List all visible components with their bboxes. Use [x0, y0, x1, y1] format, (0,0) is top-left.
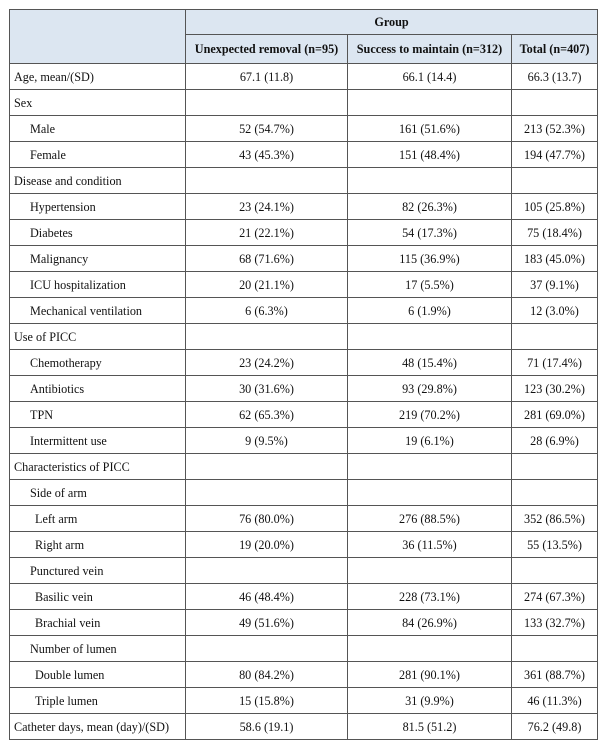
- cell-value: [348, 480, 512, 506]
- row-label: Double lumen: [10, 662, 186, 688]
- row-label: Right arm: [10, 532, 186, 558]
- table-row: [10, 428, 598, 454]
- cell-value: 183 (45.0%): [512, 246, 598, 272]
- cell-value: 281 (69.0%): [512, 402, 598, 428]
- row-label: Age, mean/(SD): [10, 64, 186, 90]
- cell-value: [186, 636, 348, 662]
- cell-value: 19 (6.1%): [348, 428, 512, 454]
- table-row: [10, 454, 598, 480]
- row-label: Disease and condition: [10, 168, 186, 194]
- cell-value: 219 (70.2%): [348, 402, 512, 428]
- cell-value: 133 (32.7%): [512, 610, 598, 636]
- cell-value: [186, 480, 348, 506]
- cell-value: 20 (21.1%): [186, 272, 348, 298]
- row-label: Intermittent use: [10, 428, 186, 454]
- cell-value: 68 (71.6%): [186, 246, 348, 272]
- table-row: [10, 636, 598, 662]
- row-label: Number of lumen: [10, 636, 186, 662]
- cell-value: 123 (30.2%): [512, 376, 598, 402]
- cell-value: 62 (65.3%): [186, 402, 348, 428]
- cell-value: [348, 636, 512, 662]
- table-row: [10, 376, 598, 402]
- table-row: [10, 142, 598, 168]
- cell-value: 17 (5.5%): [348, 272, 512, 298]
- cell-value: 66.1 (14.4): [348, 64, 512, 90]
- cell-value: 67.1 (11.8): [186, 64, 348, 90]
- table-row: [10, 506, 598, 532]
- cell-value: 276 (88.5%): [348, 506, 512, 532]
- row-label: Punctured vein: [10, 558, 186, 584]
- table-body: [10, 64, 598, 740]
- row-label: Hypertension: [10, 194, 186, 220]
- row-label: Basilic vein: [10, 584, 186, 610]
- table-row: [10, 350, 598, 376]
- cell-value: 31 (9.9%): [348, 688, 512, 714]
- cell-value: [186, 454, 348, 480]
- row-label: TPN: [10, 402, 186, 428]
- cell-value: 46 (48.4%): [186, 584, 348, 610]
- cell-value: 80 (84.2%): [186, 662, 348, 688]
- cell-value: 71 (17.4%): [512, 350, 598, 376]
- row-label: Side of arm: [10, 480, 186, 506]
- cell-value: 361 (88.7%): [512, 662, 598, 688]
- table-row: [10, 220, 598, 246]
- cell-value: 161 (51.6%): [348, 116, 512, 142]
- table-row: [10, 402, 598, 428]
- cell-value: [348, 90, 512, 116]
- cell-value: 281 (90.1%): [348, 662, 512, 688]
- cell-value: 58.6 (19.1): [186, 714, 348, 740]
- cell-value: [348, 454, 512, 480]
- cell-value: [186, 558, 348, 584]
- cell-value: 46 (11.3%): [512, 688, 598, 714]
- column-header-total: Total (n=407): [512, 35, 598, 64]
- row-label: Mechanical ventilation: [10, 298, 186, 324]
- row-label: Left arm: [10, 506, 186, 532]
- column-header-success-to-maintain: Success to maintain (n=312): [348, 35, 512, 64]
- cell-value: 54 (17.3%): [348, 220, 512, 246]
- cell-value: 75 (18.4%): [512, 220, 598, 246]
- cell-value: [512, 636, 598, 662]
- table-row: [10, 558, 598, 584]
- cell-value: 52 (54.7%): [186, 116, 348, 142]
- cell-value: 23 (24.2%): [186, 350, 348, 376]
- cell-value: 28 (6.9%): [512, 428, 598, 454]
- cell-value: 6 (6.3%): [186, 298, 348, 324]
- cell-value: [348, 558, 512, 584]
- cell-value: 84 (26.9%): [348, 610, 512, 636]
- cell-value: 352 (86.5%): [512, 506, 598, 532]
- cell-value: 48 (15.4%): [348, 350, 512, 376]
- row-label: Diabetes: [10, 220, 186, 246]
- table-row: [10, 584, 598, 610]
- cell-value: 115 (36.9%): [348, 246, 512, 272]
- cell-value: 76.2 (49.8): [512, 714, 598, 740]
- row-label: Malignancy: [10, 246, 186, 272]
- cell-value: 151 (48.4%): [348, 142, 512, 168]
- table-row: [10, 116, 598, 142]
- table-row: [10, 194, 598, 220]
- row-label: Sex: [10, 90, 186, 116]
- cell-value: 213 (52.3%): [512, 116, 598, 142]
- cell-value: 15 (15.8%): [186, 688, 348, 714]
- cell-value: [512, 480, 598, 506]
- cell-value: 55 (13.5%): [512, 532, 598, 558]
- cell-value: 23 (24.1%): [186, 194, 348, 220]
- table-row: [10, 246, 598, 272]
- cell-value: [512, 324, 598, 350]
- row-label: Triple lumen: [10, 688, 186, 714]
- cell-value: 194 (47.7%): [512, 142, 598, 168]
- cell-value: 43 (45.3%): [186, 142, 348, 168]
- row-label: Catheter days, mean (day)/(SD): [10, 714, 186, 740]
- cell-value: 81.5 (51.2): [348, 714, 512, 740]
- row-label: Female: [10, 142, 186, 168]
- cell-value: [512, 168, 598, 194]
- table-row: [10, 324, 598, 350]
- cell-value: 9 (9.5%): [186, 428, 348, 454]
- cell-value: [512, 454, 598, 480]
- header-corner: [10, 10, 186, 64]
- table-row: [10, 532, 598, 558]
- cell-value: 19 (20.0%): [186, 532, 348, 558]
- row-label: Antibiotics: [10, 376, 186, 402]
- cell-value: 37 (9.1%): [512, 272, 598, 298]
- cell-value: 36 (11.5%): [348, 532, 512, 558]
- cell-value: 6 (1.9%): [348, 298, 512, 324]
- cell-value: 49 (51.6%): [186, 610, 348, 636]
- cell-value: [512, 558, 598, 584]
- cell-value: [348, 168, 512, 194]
- row-label: ICU hospitalization: [10, 272, 186, 298]
- cell-value: [186, 168, 348, 194]
- cell-value: [348, 324, 512, 350]
- cell-value: 21 (22.1%): [186, 220, 348, 246]
- cell-value: 82 (26.3%): [348, 194, 512, 220]
- table-row: [10, 168, 598, 194]
- cell-value: 76 (80.0%): [186, 506, 348, 532]
- cell-value: 12 (3.0%): [512, 298, 598, 324]
- cell-value: [512, 90, 598, 116]
- row-label: Brachial vein: [10, 610, 186, 636]
- row-label: Use of PICC: [10, 324, 186, 350]
- row-label: Characteristics of PICC: [10, 454, 186, 480]
- cell-value: 93 (29.8%): [348, 376, 512, 402]
- group-header: Group: [186, 10, 598, 35]
- table-row: [10, 714, 598, 740]
- cell-value: [186, 90, 348, 116]
- cell-value: [186, 324, 348, 350]
- cell-value: 274 (67.3%): [512, 584, 598, 610]
- row-label: Male: [10, 116, 186, 142]
- cell-value: 30 (31.6%): [186, 376, 348, 402]
- table-row: [10, 610, 598, 636]
- table-row: [10, 688, 598, 714]
- column-header-unexpected-removal: Unexpected removal (n=95): [186, 35, 348, 64]
- data-table: [9, 9, 598, 740]
- row-label: Chemotherapy: [10, 350, 186, 376]
- cell-value: 66.3 (13.7): [512, 64, 598, 90]
- table-row: [10, 90, 598, 116]
- table-row: [10, 272, 598, 298]
- table-row: [10, 662, 598, 688]
- table-row: [10, 298, 598, 324]
- table-row: [10, 64, 598, 90]
- table-row: [10, 480, 598, 506]
- cell-value: 105 (25.8%): [512, 194, 598, 220]
- cell-value: 228 (73.1%): [348, 584, 512, 610]
